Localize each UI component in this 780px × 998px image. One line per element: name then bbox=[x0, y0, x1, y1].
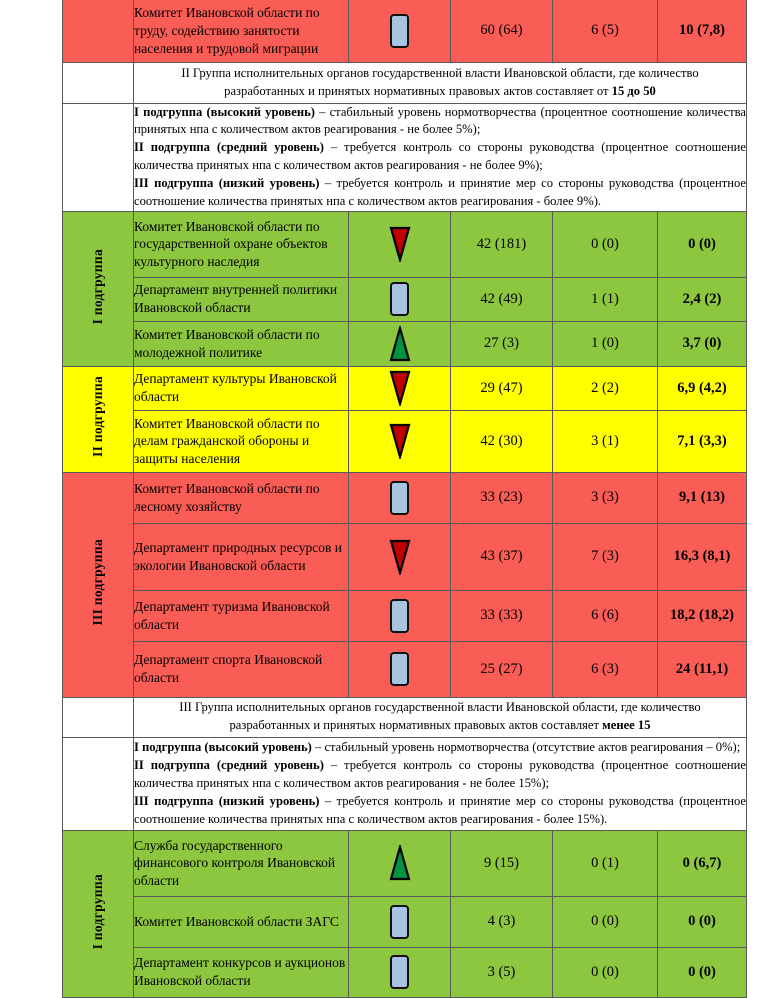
group3-header-line2: разработанных и принятых нормативных правовых актов составляет менее 15 bbox=[229, 718, 651, 733]
group2-header-line2: разработанных и принятых нормативных правовых актов составляет от 15 до 50 bbox=[224, 83, 656, 98]
group-header-row bbox=[63, 62, 747, 103]
ratio-percent: 18,2 (18,2) bbox=[658, 590, 747, 641]
subgroup3-desc: III подгруппа (низкий уровень) – требуется контроль и принятие мер со стороны руководства (процентное соотношение количества принятых нпа с количеством актов реагирования - более 9%). bbox=[134, 176, 746, 208]
table-row bbox=[63, 947, 747, 997]
trend-icon-cell bbox=[349, 0, 451, 62]
group-label: II подгруппа bbox=[90, 376, 105, 458]
trend-icon-cell bbox=[349, 830, 451, 896]
agency-name: Департамент природных ресурсов и экологии Ивановской области bbox=[134, 523, 349, 590]
spacer-cell bbox=[63, 103, 134, 211]
trend-icon-cell bbox=[349, 590, 451, 641]
stable-rect-icon bbox=[390, 14, 409, 48]
table-row bbox=[63, 410, 747, 472]
group-description-row bbox=[63, 737, 747, 830]
agency-name: Департамент туризма Ивановской области bbox=[134, 590, 349, 641]
trend-icon-cell bbox=[349, 366, 451, 410]
npa-count: 3 (5) bbox=[451, 947, 553, 997]
acts-count: 6 (3) bbox=[553, 641, 658, 697]
trend-icon-cell bbox=[349, 472, 451, 523]
npa-count: 27 (3) bbox=[451, 321, 553, 366]
acts-count: 6 (5) bbox=[553, 0, 658, 62]
ratio-percent: 3,7 (0) bbox=[658, 321, 747, 366]
group-label: I подгруппа bbox=[90, 248, 105, 324]
table-row bbox=[63, 590, 747, 641]
spacer-cell bbox=[63, 697, 134, 737]
ratio-percent: 16,3 (8,1) bbox=[658, 523, 747, 590]
subgroup-ranking-table bbox=[62, 0, 747, 998]
table-row bbox=[63, 321, 747, 366]
stable-rect-icon bbox=[390, 481, 409, 515]
group2-description bbox=[134, 103, 747, 211]
agency-name: Департамент конкурсов и аукционов Ивановской области bbox=[134, 947, 349, 997]
arrow-down-red-icon bbox=[387, 539, 413, 575]
trend-icon-cell bbox=[349, 211, 451, 277]
acts-count: 0 (0) bbox=[553, 947, 658, 997]
subgroup1-desc: I подгруппа (высокий уровень) – стабильный уровень нормотворчества (отсутствие актов реагирования – 0%); bbox=[134, 740, 741, 755]
group3-description bbox=[134, 737, 747, 830]
trend-icon-cell bbox=[349, 410, 451, 472]
group-description-row bbox=[63, 103, 747, 211]
npa-count: 33 (33) bbox=[451, 590, 553, 641]
spacer-cell bbox=[63, 737, 134, 830]
ratio-percent: 24 (11,1) bbox=[658, 641, 747, 697]
acts-count: 2 (2) bbox=[553, 366, 658, 410]
ratio-percent: 0 (0) bbox=[658, 896, 747, 947]
ratio-percent: 0 (0) bbox=[658, 947, 747, 997]
table-row bbox=[63, 0, 747, 62]
stable-rect-icon bbox=[390, 905, 409, 939]
npa-count: 4 (3) bbox=[451, 896, 553, 947]
group3-header-line1: III Группа исполнительных органов государственной власти Ивановской области, где количество bbox=[179, 700, 701, 715]
trend-icon-cell bbox=[349, 321, 451, 366]
table-row bbox=[63, 523, 747, 590]
group-label-cell bbox=[63, 830, 134, 997]
agency-name: Департамент культуры Ивановской области bbox=[134, 366, 349, 410]
acts-count: 0 (0) bbox=[553, 896, 658, 947]
arrow-down-red-icon bbox=[387, 423, 413, 459]
trend-icon-cell bbox=[349, 523, 451, 590]
table-row bbox=[63, 211, 747, 277]
group2-header bbox=[134, 62, 747, 103]
trend-icon-cell bbox=[349, 896, 451, 947]
agency-name: Департамент спорта Ивановской области bbox=[134, 641, 349, 697]
agency-name: Комитет Ивановской области по лесному хозяйству bbox=[134, 472, 349, 523]
ratio-percent: 6,9 (4,2) bbox=[658, 366, 747, 410]
acts-count: 1 (0) bbox=[553, 321, 658, 366]
npa-count: 29 (47) bbox=[451, 366, 553, 410]
group3-header bbox=[134, 697, 747, 737]
agency-name: Комитет Ивановской области по делам гражданской обороны и защиты населения bbox=[134, 410, 349, 472]
acts-count: 7 (3) bbox=[553, 523, 658, 590]
group2-header-line1: II Группа исполнительных органов государственной власти Ивановской области, где количество bbox=[181, 65, 699, 80]
npa-count: 42 (181) bbox=[451, 211, 553, 277]
ratio-percent: 2,4 (2) bbox=[658, 277, 747, 321]
npa-count: 42 (30) bbox=[451, 410, 553, 472]
agency-name: Служба государственного финансового контроля Ивановской области bbox=[134, 830, 349, 896]
table-row bbox=[63, 641, 747, 697]
npa-count: 60 (64) bbox=[451, 0, 553, 62]
acts-count: 0 (1) bbox=[553, 830, 658, 896]
table-row bbox=[63, 830, 747, 896]
subgroup1-desc: I подгруппа (высокий уровень) – стабильный уровень нормотворчества (процентное соотношение количества принятых нпа с количеством актов реагирования - не более 5%); bbox=[134, 104, 746, 137]
npa-count: 9 (15) bbox=[451, 830, 553, 896]
stable-rect-icon bbox=[390, 282, 409, 316]
agency-name: Департамент внутренней политики Ивановской области bbox=[134, 277, 349, 321]
acts-count: 1 (1) bbox=[553, 277, 658, 321]
agency-name: Комитет Ивановской области по молодежной политике bbox=[134, 321, 349, 366]
arrow-up-green-icon bbox=[387, 845, 413, 881]
arrow-down-red-icon bbox=[387, 370, 413, 406]
ratio-percent: 9,1 (13) bbox=[658, 472, 747, 523]
agency-name: Комитет Ивановской области по труду, содействию занятости населения и трудовой миграции bbox=[134, 0, 349, 62]
stable-rect-icon bbox=[390, 652, 409, 686]
npa-count: 25 (27) bbox=[451, 641, 553, 697]
table-row bbox=[63, 472, 747, 523]
subgroup3-desc: III подгруппа (низкий уровень) – требуется контроль и принятие мер со стороны руководства (процентное соотношение количества принятых нпа с количеством актов реагирования - более 15%). bbox=[134, 793, 746, 826]
agency-name: Комитет Ивановской области ЗАГС bbox=[134, 896, 349, 947]
group-label-cell bbox=[63, 0, 134, 62]
table-row bbox=[63, 366, 747, 410]
acts-count: 0 (0) bbox=[553, 211, 658, 277]
subgroup2-desc: II подгруппа (средний уровень) – требуется контроль со стороны руководства (процентное соотношение количества принятых нпа с количеством актов реагирования - не более 15%); bbox=[134, 757, 746, 790]
group-label: I подгруппа bbox=[90, 873, 105, 949]
group-header-row bbox=[63, 697, 747, 737]
npa-count: 33 (23) bbox=[451, 472, 553, 523]
agency-name: Комитет Ивановской области по государственной охране объектов культурного наследия bbox=[134, 211, 349, 277]
stable-rect-icon bbox=[390, 955, 409, 989]
arrow-up-green-icon bbox=[387, 326, 413, 362]
table-row bbox=[63, 277, 747, 321]
table-row bbox=[63, 896, 747, 947]
trend-icon-cell bbox=[349, 277, 451, 321]
stable-rect-icon bbox=[390, 599, 409, 633]
group-label-cell bbox=[63, 472, 134, 697]
npa-count: 42 (49) bbox=[451, 277, 553, 321]
group-label: III подгруппа bbox=[90, 538, 105, 626]
group-label-cell bbox=[63, 366, 134, 472]
trend-icon-cell bbox=[349, 641, 451, 697]
group-label-cell bbox=[63, 211, 134, 366]
ratio-percent: 0 (6,7) bbox=[658, 830, 747, 896]
ratio-percent: 7,1 (3,3) bbox=[658, 410, 747, 472]
ratio-percent: 10 (7,8) bbox=[658, 0, 747, 62]
acts-count: 3 (3) bbox=[553, 472, 658, 523]
subgroup2-desc: II подгруппа (средний уровень) – требуется контроль со стороны руководства (процентное соотношение количества принятых нпа с количеством актов реагирования - не более 9%); bbox=[134, 140, 746, 173]
spacer-cell bbox=[63, 62, 134, 103]
trend-icon-cell bbox=[349, 947, 451, 997]
arrow-down-red-icon bbox=[387, 226, 413, 262]
acts-count: 3 (1) bbox=[553, 410, 658, 472]
npa-count: 43 (37) bbox=[451, 523, 553, 590]
acts-count: 6 (6) bbox=[553, 590, 658, 641]
ratio-percent: 0 (0) bbox=[658, 211, 747, 277]
